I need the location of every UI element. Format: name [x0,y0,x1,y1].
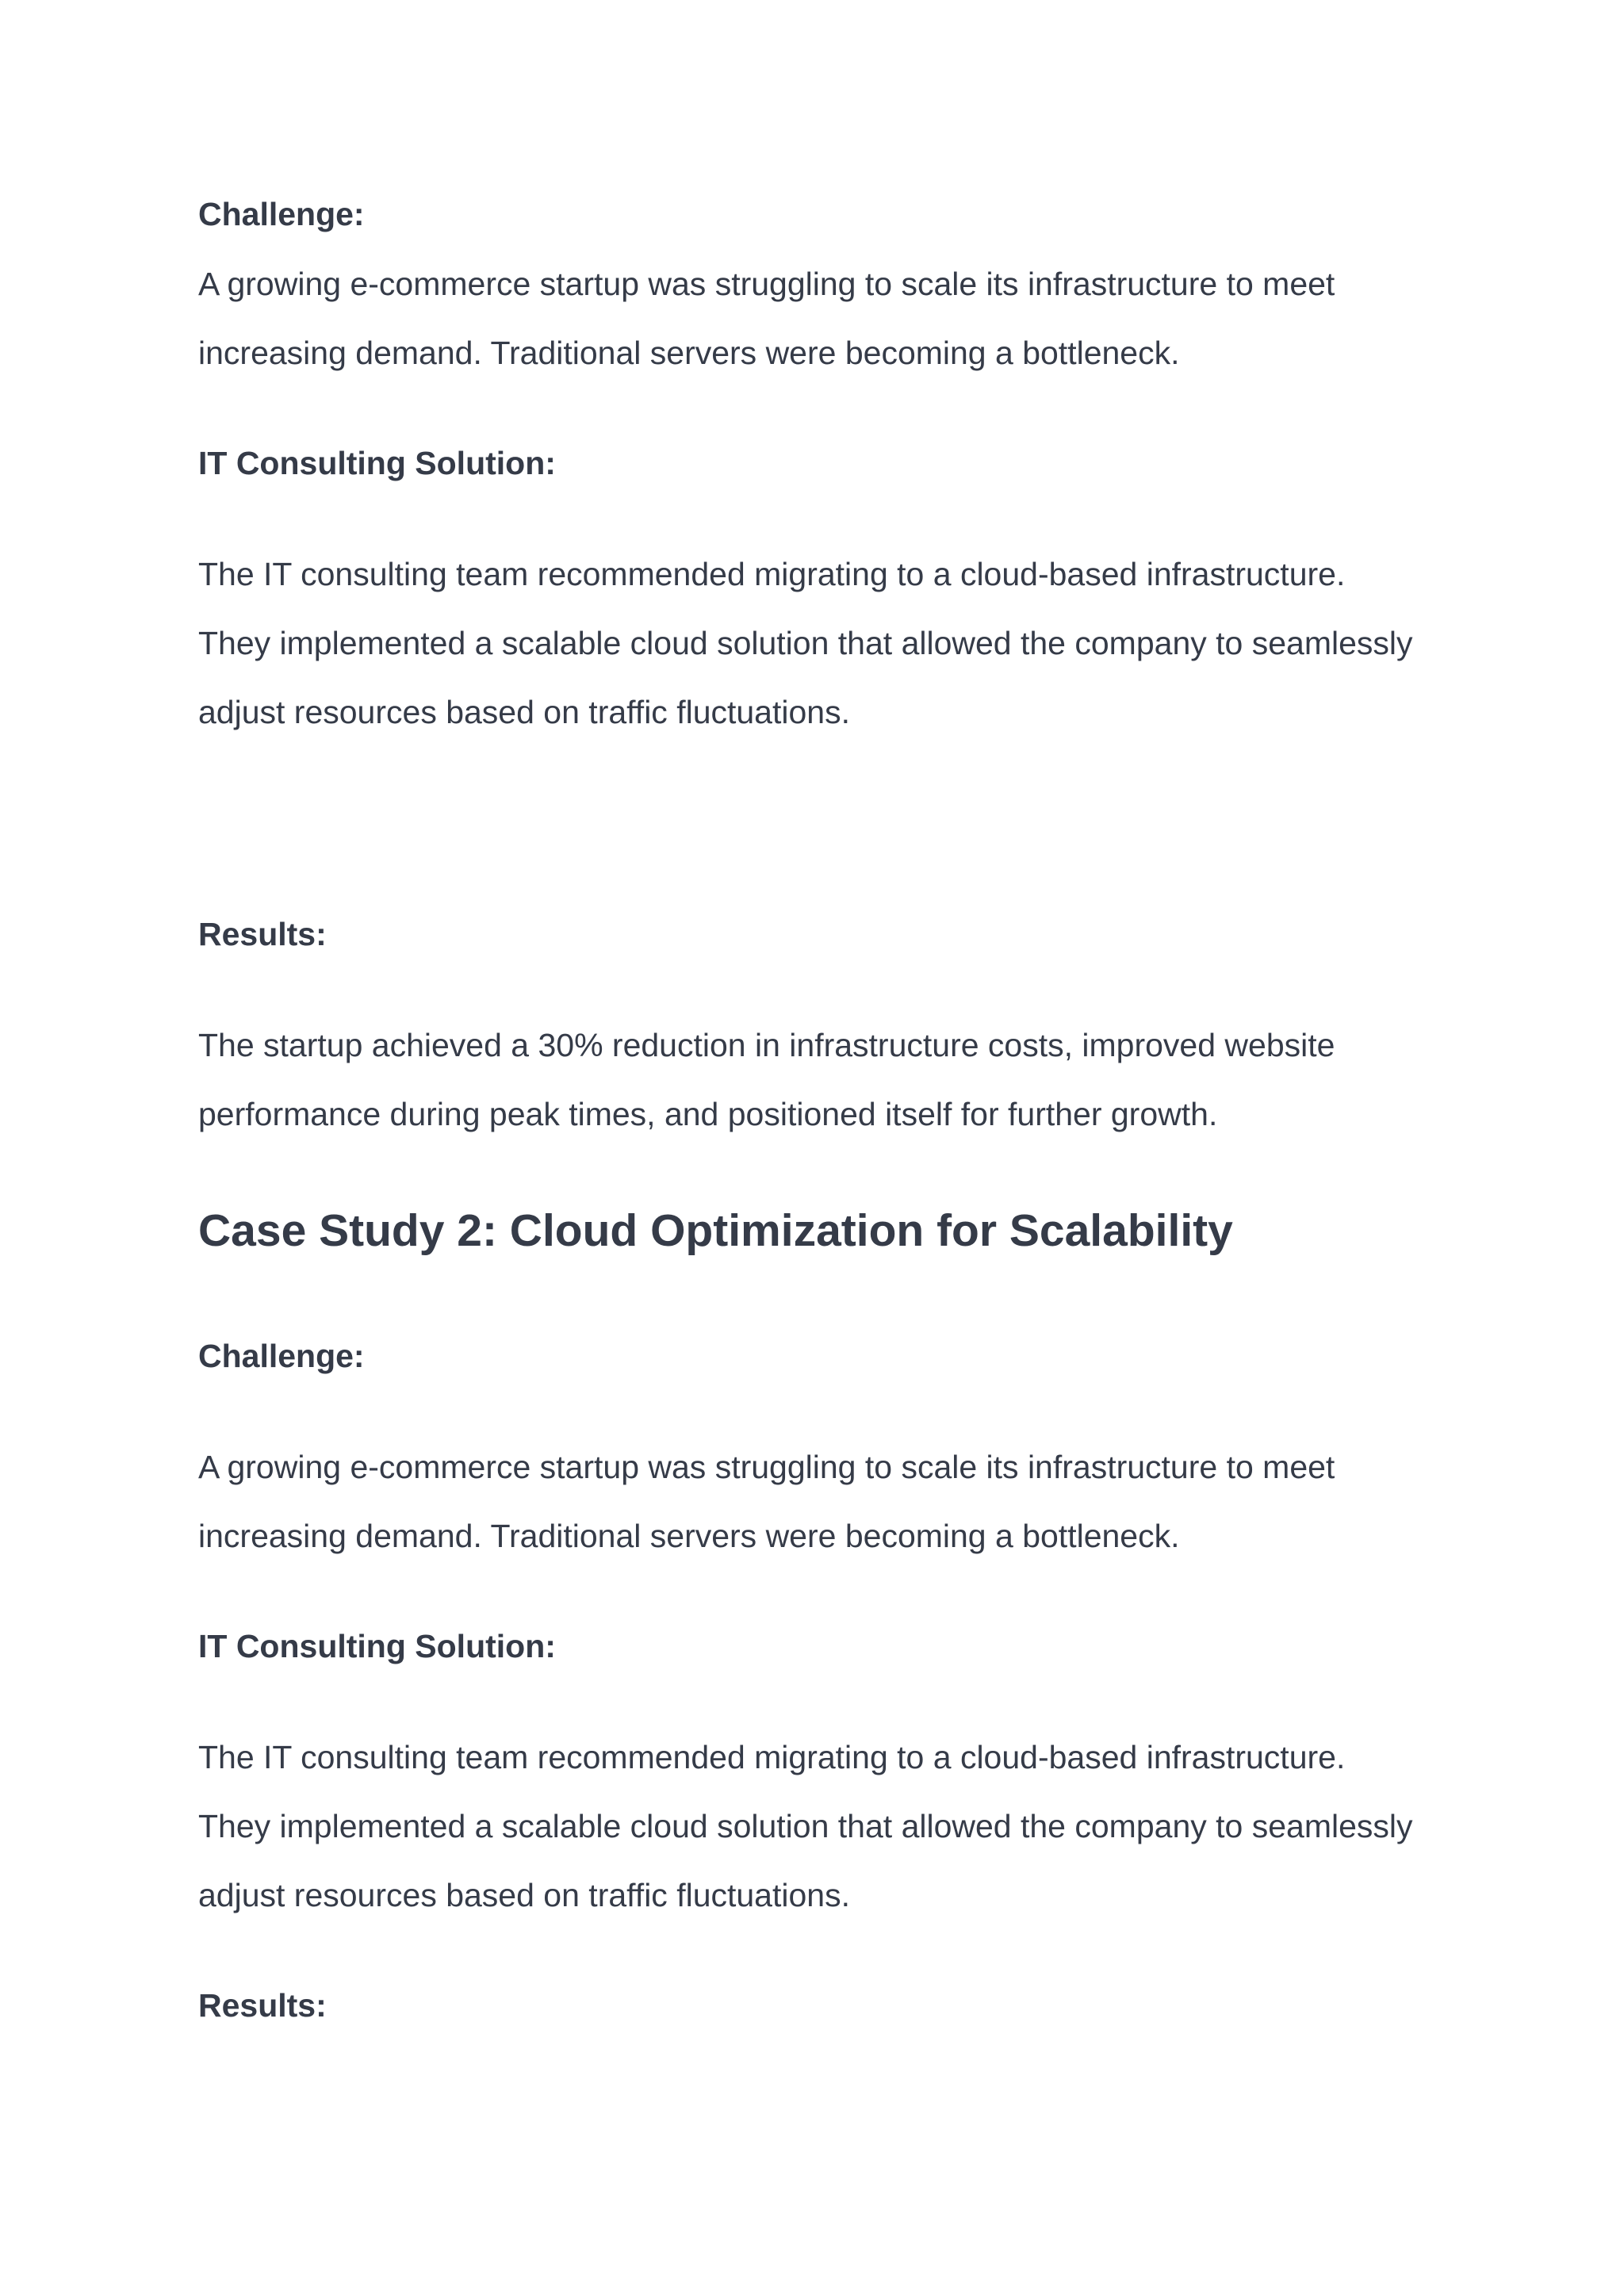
challenge-text-line: increasing demand. Traditional servers were becoming a bottleneck. [198,335,1180,371]
challenge-text-line: A growing e-commerce startup was struggling to scale its infrastructure to meet [198,266,1335,302]
solution-text-line: The IT consulting team recommended migrating to a cloud-based infrastructure. [198,556,1346,592]
solution-text-line: adjust resources based on traffic fluctuations. [198,694,850,730]
challenge-label: Challenge: [198,1338,365,1374]
challenge-text-line: A growing e-commerce startup was struggling to scale its infrastructure to meet [198,1449,1335,1485]
solution-label: IT Consulting Solution: [198,1628,556,1664]
case-study-2-title: Case Study 2: Cloud Optimization for Scalability [198,1205,1233,1256]
solution-label: IT Consulting Solution: [198,445,556,481]
solution-text-line: The IT consulting team recommended migrating to a cloud-based infrastructure. [198,1739,1346,1775]
results-text-line: The startup achieved a 30% reduction in infrastructure costs, improved website [198,1027,1335,1063]
solution-text-line: They implemented a scalable cloud solution that allowed the company to seamlessly [198,625,1413,661]
results-label: Results: [198,1987,327,2024]
solution-text-line: adjust resources based on traffic fluctuations. [198,1877,850,1913]
challenge-label: Challenge: [198,196,365,232]
results-text-line: performance during peak times, and positioned itself for further growth. [198,1096,1218,1132]
challenge-text-line: increasing demand. Traditional servers were becoming a bottleneck. [198,1518,1180,1554]
solution-text-line: They implemented a scalable cloud solution that allowed the company to seamlessly [198,1808,1413,1844]
results-label: Results: [198,916,327,952]
